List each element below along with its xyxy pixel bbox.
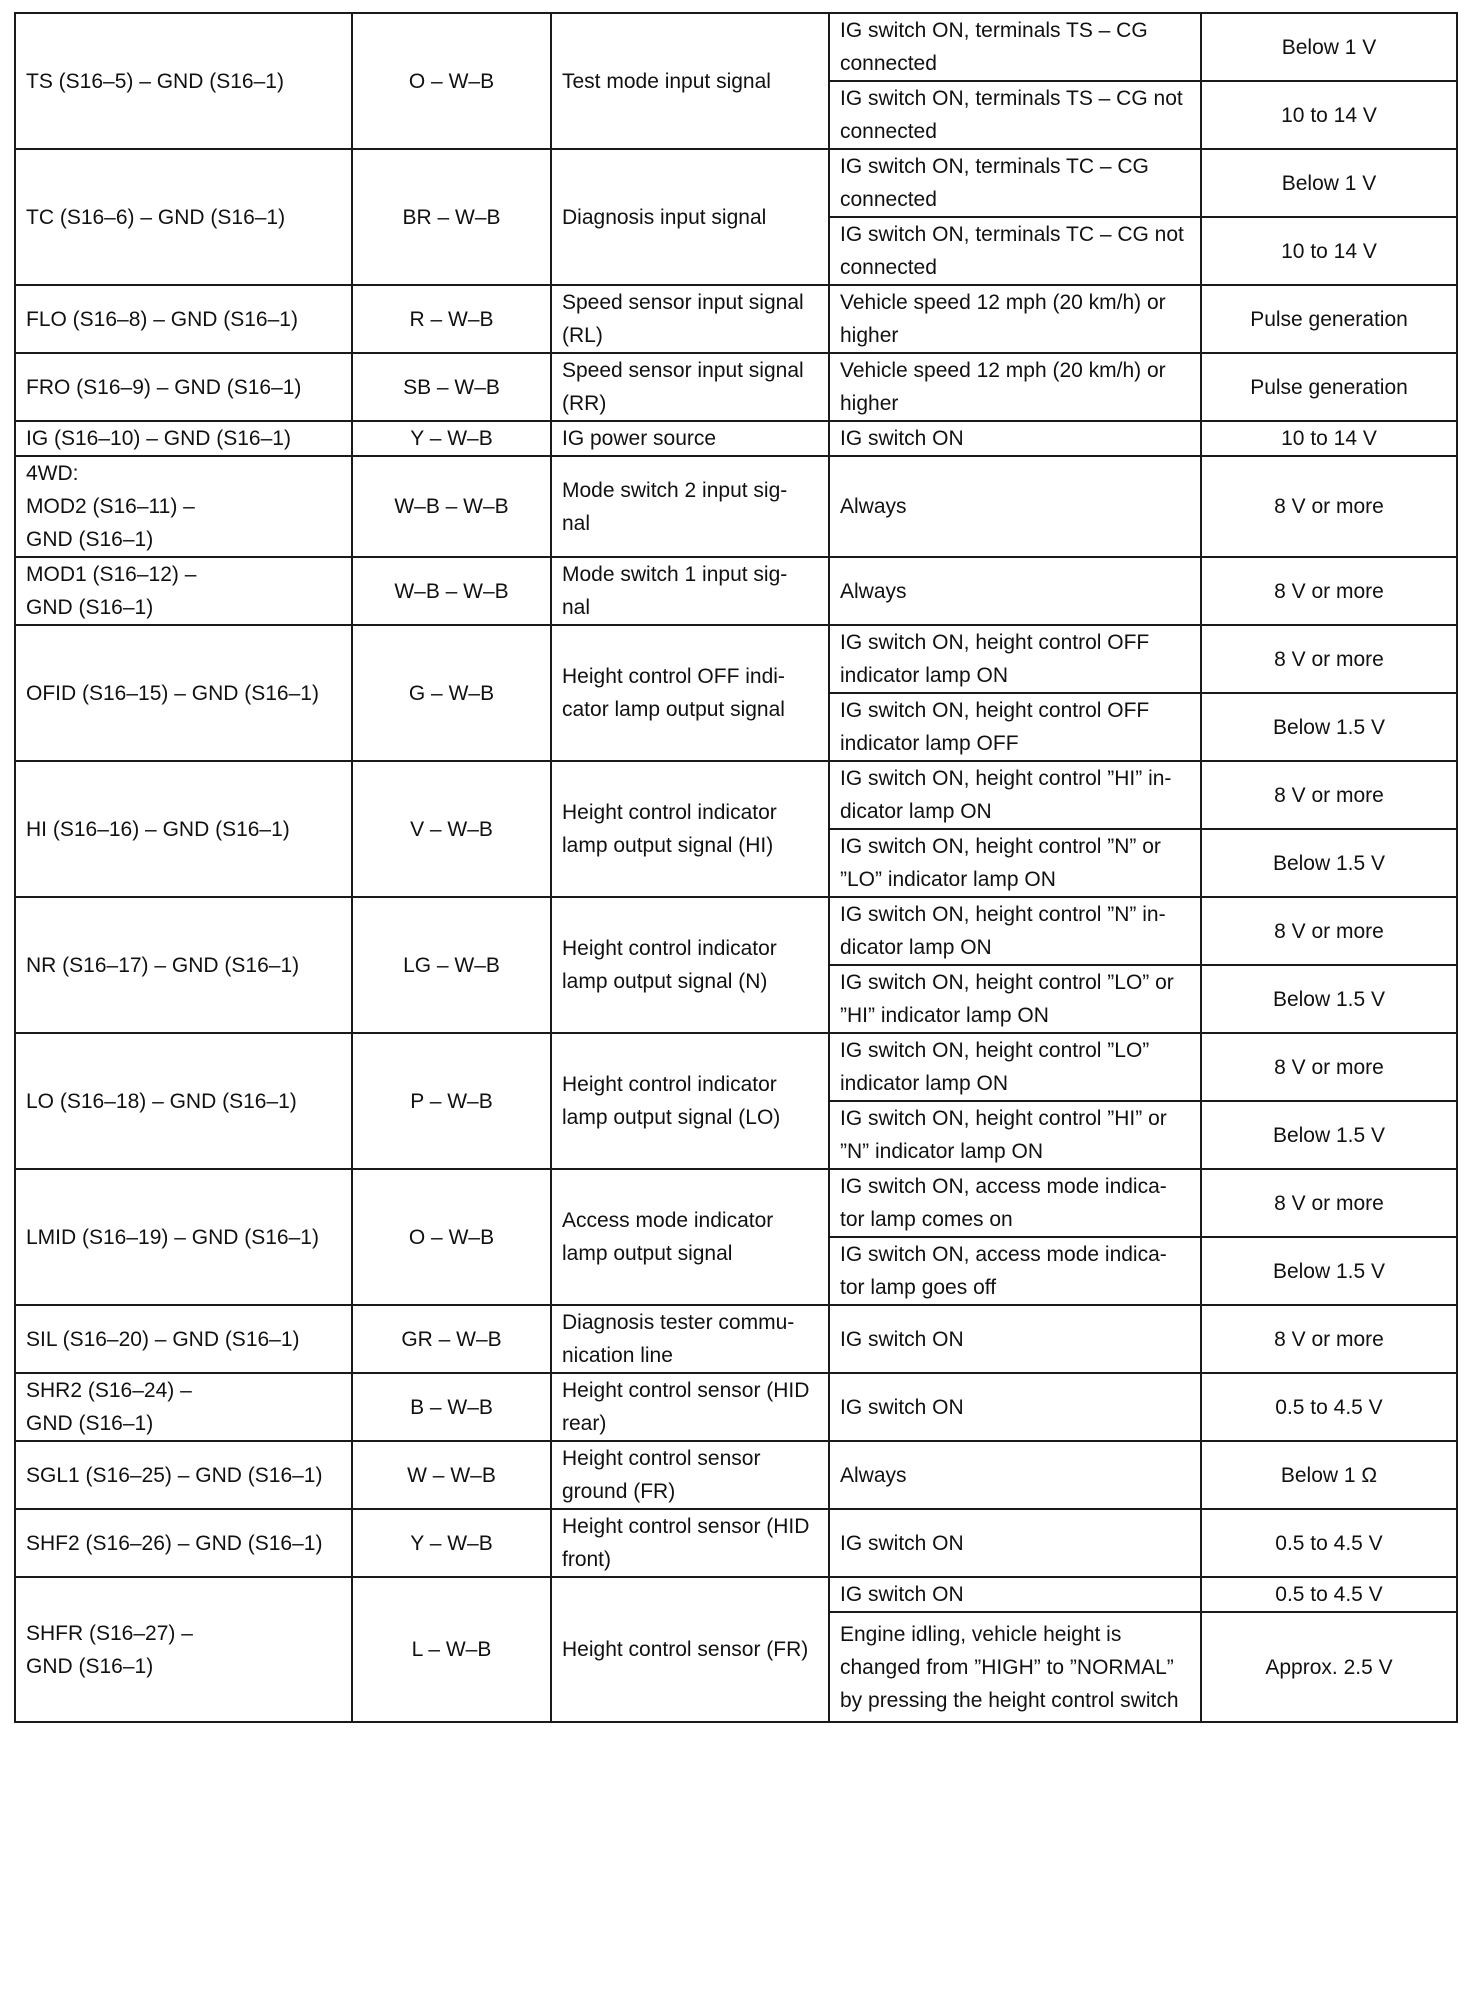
condition-cell: IG switch ON, height control ”N” in- dicator lamp ON xyxy=(829,897,1201,965)
condition-cell: IG switch ON, height control ”N” or ”LO” indicator lamp ON xyxy=(829,829,1201,897)
condition-cell: IG switch ON, terminals TC – CG connected xyxy=(829,149,1201,217)
table-row xyxy=(15,1033,1457,1101)
table-row xyxy=(15,1577,1457,1612)
condition-cell: Vehicle speed 12 mph (20 km/h) or higher xyxy=(829,285,1201,353)
terminal-cell: SGL1 (S16–25) – GND (S16–1) xyxy=(15,1441,352,1509)
condition-cell: Always xyxy=(829,557,1201,625)
terminal-cell: TS (S16–5) – GND (S16–1) xyxy=(15,13,352,149)
terminal-cell: LMID (S16–19) – GND (S16–1) xyxy=(15,1169,352,1305)
table-row xyxy=(15,1169,1457,1237)
condition-cell: IG switch ON, terminals TS – CG connected xyxy=(829,13,1201,81)
description-cell: Diagnosis input signal xyxy=(551,149,829,285)
condition-cell: IG switch ON, height control OFF indicator lamp ON xyxy=(829,625,1201,693)
table-row xyxy=(15,456,1457,557)
condition-cell: Always xyxy=(829,1441,1201,1509)
condition-cell: IG switch ON, height control ”LO” or ”HI” indicator lamp ON xyxy=(829,965,1201,1033)
condition-cell: IG switch ON, height control ”HI” or ”N” indicator lamp ON xyxy=(829,1101,1201,1169)
specified-condition-cell: 0.5 to 4.5 V xyxy=(1201,1373,1457,1441)
condition-cell: Engine idling, vehicle height is changed from ”HIGH” to ”NORMAL” by pressing the height control switch xyxy=(829,1612,1201,1722)
terminal-cell: SHR2 (S16–24) – GND (S16–1) xyxy=(15,1373,352,1441)
condition-cell: IG switch ON xyxy=(829,1509,1201,1577)
specified-condition-cell: 8 V or more xyxy=(1201,761,1457,829)
condition-cell: IG switch ON, height control ”HI” in- dicator lamp ON xyxy=(829,761,1201,829)
table-row xyxy=(15,897,1457,965)
description-cell: Height control sensor ground (FR) xyxy=(551,1441,829,1509)
condition-cell: IG switch ON, height control OFF indicator lamp OFF xyxy=(829,693,1201,761)
specified-condition-cell: Below 1 V xyxy=(1201,149,1457,217)
terminal-cell: NR (S16–17) – GND (S16–1) xyxy=(15,897,352,1033)
wiring-color-cell: B – W–B xyxy=(352,1373,551,1441)
table-row xyxy=(15,1509,1457,1577)
specified-condition-cell: 8 V or more xyxy=(1201,456,1457,557)
table-body xyxy=(15,13,1457,1722)
specified-condition-cell: Below 1.5 V xyxy=(1201,1101,1457,1169)
specified-condition-cell: 8 V or more xyxy=(1201,625,1457,693)
terminal-cell: TC (S16–6) – GND (S16–1) xyxy=(15,149,352,285)
table-row xyxy=(15,1373,1457,1441)
specified-condition-cell: 10 to 14 V xyxy=(1201,81,1457,149)
description-cell: IG power source xyxy=(551,421,829,456)
description-cell: Height control sensor (HID front) xyxy=(551,1509,829,1577)
condition-cell: IG switch ON, access mode indica- tor lamp comes on xyxy=(829,1169,1201,1237)
description-cell: Speed sensor input signal (RR) xyxy=(551,353,829,421)
specified-condition-cell: 8 V or more xyxy=(1201,1305,1457,1373)
specified-condition-cell: Below 1.5 V xyxy=(1201,693,1457,761)
specified-condition-cell: Pulse generation xyxy=(1201,285,1457,353)
specified-condition-cell: Below 1.5 V xyxy=(1201,829,1457,897)
table-row xyxy=(15,13,1457,81)
description-cell: Height control sensor (FR) xyxy=(551,1577,829,1722)
wiring-color-cell: L – W–B xyxy=(352,1577,551,1722)
terminal-cell: FLO (S16–8) – GND (S16–1) xyxy=(15,285,352,353)
terminal-cell: SHFR (S16–27) – GND (S16–1) xyxy=(15,1577,352,1722)
wiring-color-cell: W–B – W–B xyxy=(352,557,551,625)
specified-condition-cell: 0.5 to 4.5 V xyxy=(1201,1509,1457,1577)
description-cell: Height control indicator lamp output signal (HI) xyxy=(551,761,829,897)
table-row xyxy=(15,557,1457,625)
condition-cell: IG switch ON, terminals TS – CG not connected xyxy=(829,81,1201,149)
terminal-cell: SIL (S16–20) – GND (S16–1) xyxy=(15,1305,352,1373)
terminal-cell: 4WD: MOD2 (S16–11) – GND (S16–1) xyxy=(15,456,352,557)
condition-cell: IG switch ON, access mode indica- tor lamp goes off xyxy=(829,1237,1201,1305)
wiring-color-cell: LG – W–B xyxy=(352,897,551,1033)
specified-condition-cell: 10 to 14 V xyxy=(1201,217,1457,285)
table-row xyxy=(15,761,1457,829)
wiring-color-cell: SB – W–B xyxy=(352,353,551,421)
table-row xyxy=(15,1305,1457,1373)
specified-condition-cell: 0.5 to 4.5 V xyxy=(1201,1577,1457,1612)
description-cell: Test mode input signal xyxy=(551,13,829,149)
table-row xyxy=(15,1441,1457,1509)
wiring-color-cell: Y – W–B xyxy=(352,421,551,456)
terminal-cell: OFID (S16–15) – GND (S16–1) xyxy=(15,625,352,761)
wiring-color-cell: GR – W–B xyxy=(352,1305,551,1373)
specified-condition-cell: Below 1 V xyxy=(1201,13,1457,81)
description-cell: Height control indicator lamp output signal (LO) xyxy=(551,1033,829,1169)
description-cell: Height control indicator lamp output signal (N) xyxy=(551,897,829,1033)
terminal-inspection-table xyxy=(14,12,1458,1723)
wiring-color-cell: O – W–B xyxy=(352,13,551,149)
specified-condition-cell: 8 V or more xyxy=(1201,1169,1457,1237)
condition-cell: IG switch ON xyxy=(829,421,1201,456)
description-cell: Diagnosis tester commu- nication line xyxy=(551,1305,829,1373)
wiring-color-cell: R – W–B xyxy=(352,285,551,353)
condition-cell: Always xyxy=(829,456,1201,557)
table-row xyxy=(15,625,1457,693)
description-cell: Access mode indicator lamp output signal xyxy=(551,1169,829,1305)
terminal-cell: FRO (S16–9) – GND (S16–1) xyxy=(15,353,352,421)
wiring-color-cell: P – W–B xyxy=(352,1033,551,1169)
specified-condition-cell: 10 to 14 V xyxy=(1201,421,1457,456)
wiring-color-cell: O – W–B xyxy=(352,1169,551,1305)
table-row xyxy=(15,149,1457,217)
condition-cell: IG switch ON, terminals TC – CG not connected xyxy=(829,217,1201,285)
table-row xyxy=(15,421,1457,456)
wiring-color-cell: W–B – W–B xyxy=(352,456,551,557)
wiring-color-cell: BR – W–B xyxy=(352,149,551,285)
specified-condition-cell: Below 1 Ω xyxy=(1201,1441,1457,1509)
specified-condition-cell: 8 V or more xyxy=(1201,897,1457,965)
description-cell: Height control sensor (HID rear) xyxy=(551,1373,829,1441)
terminal-cell: HI (S16–16) – GND (S16–1) xyxy=(15,761,352,897)
specified-condition-cell: Approx. 2.5 V xyxy=(1201,1612,1457,1722)
specified-condition-cell: Below 1.5 V xyxy=(1201,1237,1457,1305)
description-cell: Speed sensor input signal (RL) xyxy=(551,285,829,353)
condition-cell: IG switch ON xyxy=(829,1305,1201,1373)
condition-cell: Vehicle speed 12 mph (20 km/h) or higher xyxy=(829,353,1201,421)
description-cell: Mode switch 1 input sig- nal xyxy=(551,557,829,625)
specified-condition-cell: Pulse generation xyxy=(1201,353,1457,421)
specified-condition-cell: 8 V or more xyxy=(1201,1033,1457,1101)
table-row xyxy=(15,353,1457,421)
terminal-cell: MOD1 (S16–12) – GND (S16–1) xyxy=(15,557,352,625)
wiring-color-cell: V – W–B xyxy=(352,761,551,897)
terminal-cell: LO (S16–18) – GND (S16–1) xyxy=(15,1033,352,1169)
condition-cell: IG switch ON, height control ”LO” indicator lamp ON xyxy=(829,1033,1201,1101)
terminal-cell: SHF2 (S16–26) – GND (S16–1) xyxy=(15,1509,352,1577)
specified-condition-cell: Below 1.5 V xyxy=(1201,965,1457,1033)
wiring-color-cell: Y – W–B xyxy=(352,1509,551,1577)
condition-cell: IG switch ON xyxy=(829,1577,1201,1612)
wiring-color-cell: G – W–B xyxy=(352,625,551,761)
table-row xyxy=(15,285,1457,353)
description-cell: Height control OFF indi- cator lamp output signal xyxy=(551,625,829,761)
description-cell: Mode switch 2 input sig- nal xyxy=(551,456,829,557)
terminal-cell: IG (S16–10) – GND (S16–1) xyxy=(15,421,352,456)
condition-cell: IG switch ON xyxy=(829,1373,1201,1441)
wiring-color-cell: W – W–B xyxy=(352,1441,551,1509)
specified-condition-cell: 8 V or more xyxy=(1201,557,1457,625)
